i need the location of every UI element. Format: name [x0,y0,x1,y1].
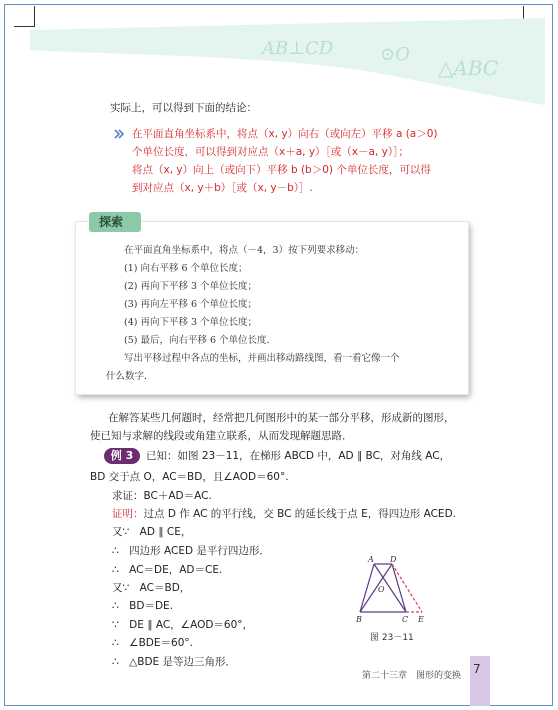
header-deco-triangle: △ABC [438,56,499,80]
figure-label-a: A [368,555,374,564]
proof-step: ∴ BD＝DE. [112,600,174,612]
conclusion-line-1: 在平面直角坐标系中，将点（x, y）向右（或向左）平移 a (a＞0) [132,128,438,140]
paragraph-line-2: 使已知与求解的线段或角建立联系，从而发现解题思路． [90,430,353,442]
explore-line: (2) 再向下平移 3 个单位长度； [124,281,258,292]
figure-label-c: C [402,615,409,624]
page-number: 7 [473,662,481,676]
footer-chapter: 第二十三章 图形的变换 [362,671,462,681]
explore-line: 在平面直角坐标系中，将点（－4，3）按下列要求移动： [124,245,365,256]
explore-line: 什么数字． [106,371,154,382]
explore-line: 写出平移过程中各点的坐标，并画出移动路线图，看一看它像一个 [124,353,400,364]
explore-tab [89,212,141,232]
proof-label: 证明： [112,508,144,520]
example-badge: 例 3 [104,448,140,464]
figure-label-e: E [418,615,424,624]
figure-trapezoid [352,552,432,628]
example-line-1: 已知：如图 23－11，在梯形 ABCD 中，AD ∥ BC，对角线 AC， [146,450,451,462]
conclusion-line-4: 到对应点（x, y＋b）［或（x, y－b）］. [132,182,313,194]
prove-statement: 求证：BC＋AD＝AC. [112,490,212,502]
explore-line: (1) 向右平移 6 个单位长度； [124,263,248,274]
proof-step: ∴ △BDE 是等边三角形． [112,656,237,668]
proof-step: ∴ 四边形 ACED 是平行四边形． [112,545,270,557]
paragraph-line-1: 在解答某些几何题时，经常把几何图形中的某一部分平移，形成新的图形， [108,412,455,424]
header-deco-circle: ⊙O [380,44,410,65]
explore-tab-label: 探索 [99,215,124,229]
double-arrow-icon [114,128,126,140]
figure-caption: 图 23－11 [370,633,414,643]
proof-step: ∴ ∠BDE＝60°. [112,637,193,649]
explore-line: (3) 再向左平移 6 个单位长度； [124,299,258,310]
proof-first-line [112,506,456,522]
explore-line: (5) 最后，向右平移 6 个单位长度． [124,335,277,346]
conclusion-line-2: 个单位长度，可以得到对应点（x＋a, y）［或（x－a, y）］； [132,146,409,158]
figure-label-b: B [356,615,362,624]
explore-line: (4) 再向下平移 3 个单位长度； [124,317,258,328]
conclusion-line-3: 将点（x, y）向上（或向下）平移 b (b＞0) 个单位长度，可以得 [132,164,431,176]
example-line-2: BD 交于点 O，AC＝BD，且∠AOD＝60°. [90,471,289,483]
figure-label-o: O [378,585,385,594]
proof-first-text: 过点 D 作 AC 的平行线，交 BC 的延长线于点 E，得四边形 ACED. [143,508,456,520]
proof-step: 又∵ AD ∥ CE， [112,526,192,538]
header-deco-perpendicular: AB⊥CD [262,38,334,59]
figure-label-d: D [390,555,397,564]
proof-step: ∵ DE ∥ AC，∠AOD＝60°， [112,619,254,631]
proof-step: 又∵ AC＝BD， [112,582,191,594]
proof-step: ∴ AC＝DE，AD＝CE. [112,564,223,576]
intro-text: 实际上，可以得到下面的结论： [110,102,257,114]
